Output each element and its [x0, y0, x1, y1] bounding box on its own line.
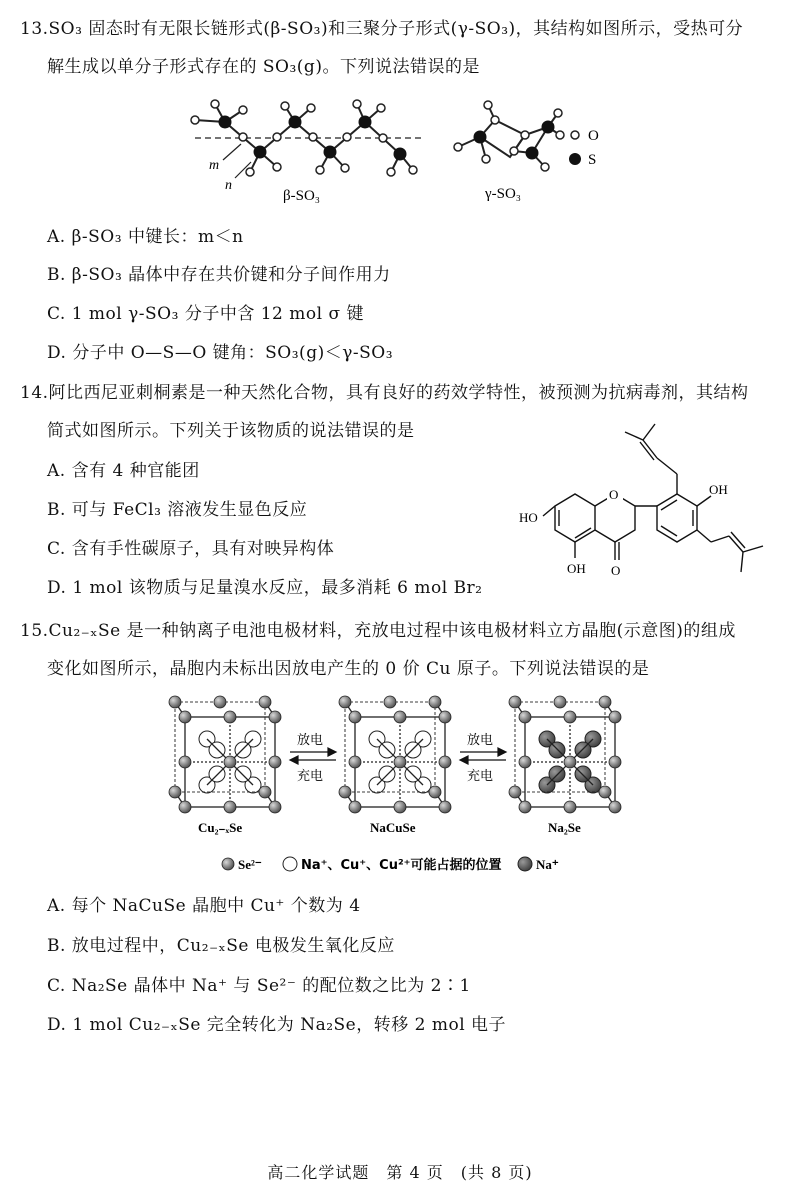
- legend-se-symbol: [222, 858, 234, 870]
- q15-stem-line1: 15.Cu₂₋ₓSe 是一种钠离子电池电极材料，充放电过程中该电极材料立方晶胞(示意图)的组成: [20, 621, 736, 641]
- carbonyl-oxygen-label: O: [611, 563, 621, 578]
- legend-sites-label: Na⁺、Cu⁺、Cu²⁺可能占据的位置: [301, 858, 502, 873]
- q13-stem-line2: 解生成以单分子形式存在的 SO₃(g)。下列说法错误的是: [47, 57, 480, 77]
- legend-na-label: Na⁺: [536, 857, 559, 872]
- arrow2-discharge-label: 放电: [467, 733, 494, 748]
- q15-option-c: C. Na₂Se 晶体中 Na⁺ 与 Se²⁻ 的配位数之比为 2∶1: [47, 976, 471, 996]
- q13-stem-line1: 13.SO₃ 固态时有无限长链形式(β-SO₃)和三聚分子形式(γ-SO₃)，其结构如图所示，受热可分: [20, 19, 744, 39]
- legend-s-symbol: [569, 153, 581, 165]
- arrow1-discharge-label: 放电: [297, 733, 324, 748]
- q13-option-b: B. β-SO₃ 晶体中存在共价键和分子间作用力: [47, 265, 391, 285]
- cell2-caption: NaCuSe: [370, 820, 416, 835]
- beta-so3-figure: [185, 92, 430, 207]
- cell-na2se: [509, 696, 621, 813]
- legend-o-label: O: [588, 128, 599, 144]
- cell-cu2xse: [169, 696, 281, 813]
- cell-nacuse: [339, 696, 451, 813]
- q15-option-d: D. 1 mol Cu₂₋ₓSe 完全转化为 Na₂Se，转移 2 mol 电子: [47, 1015, 507, 1035]
- q13-option-a: A. β-SO₃ 中键长：m＜n: [47, 227, 244, 247]
- q15-stem-line2: 变化如图所示，晶胞内未标出因放电产生的 0 价 Cu 原子。下列说法错误的是: [47, 659, 650, 679]
- q14-stem-line2: 简式如图所示。下列关于该物质的说法错误的是: [47, 421, 415, 441]
- q15-option-a: A. 每个 NaCuSe 晶胞中 Cu⁺ 个数为 4: [47, 896, 361, 916]
- legend-na-symbol: [518, 857, 532, 871]
- q14-option-d: D. 1 mol 该物质与足量溴水反应，最多消耗 6 mol Br₂: [47, 578, 483, 598]
- q14-option-b: B. 可与 FeCl₃ 溶液发生显色反应: [47, 500, 308, 520]
- crystal-cells-figure: [160, 692, 650, 882]
- cell3-caption: Na₂Se: [548, 820, 581, 835]
- legend-sites-symbol: [283, 857, 297, 871]
- ho-left-label: HO: [519, 510, 538, 525]
- cell1-caption: Cu₂₋ₓSe: [198, 820, 243, 835]
- arrow2-charge-label: 充电: [467, 769, 494, 784]
- q14-option-a: A. 含有 4 种官能团: [47, 461, 200, 481]
- q14-option-c: C. 含有手性碳原子，具有对映异构体: [47, 539, 335, 559]
- q14-stem-line1: 14.阿比西尼亚刺桐素是一种天然化合物，具有良好的药效学特性，被预测为抗病毒剂，其结构: [20, 383, 749, 403]
- legend-o-symbol: [571, 131, 579, 139]
- bond-label-m: m: [209, 158, 220, 173]
- gamma-so3-figure: [450, 95, 625, 205]
- page-footer: 高二化学试题 第 4 页 (共 8 页): [267, 1163, 533, 1182]
- q13-option-c: C. 1 mol γ-SO₃ 分子中含 12 mol σ 键: [47, 304, 364, 324]
- legend-s-label: S: [588, 152, 597, 168]
- legend-se-label: Se²⁻: [238, 857, 262, 872]
- q13-option-d: D. 分子中 O—S—O 键角：SO₃(g)＜γ-SO₃: [47, 343, 394, 363]
- compound-structure-figure: [515, 418, 775, 593]
- caption-gamma-so3: γ-SO₃: [485, 186, 522, 202]
- oh-right-label: OH: [709, 482, 728, 497]
- oh-bottom-label: OH: [567, 561, 586, 576]
- ring-oxygen-label: O: [609, 487, 619, 502]
- bond-label-n: n: [225, 178, 232, 193]
- q15-option-b: B. 放电过程中，Cu₂₋ₓSe 电极发生氧化反应: [47, 936, 395, 956]
- caption-beta-so3: β-SO₃: [283, 188, 321, 204]
- arrow1-charge-label: 充电: [297, 769, 324, 784]
